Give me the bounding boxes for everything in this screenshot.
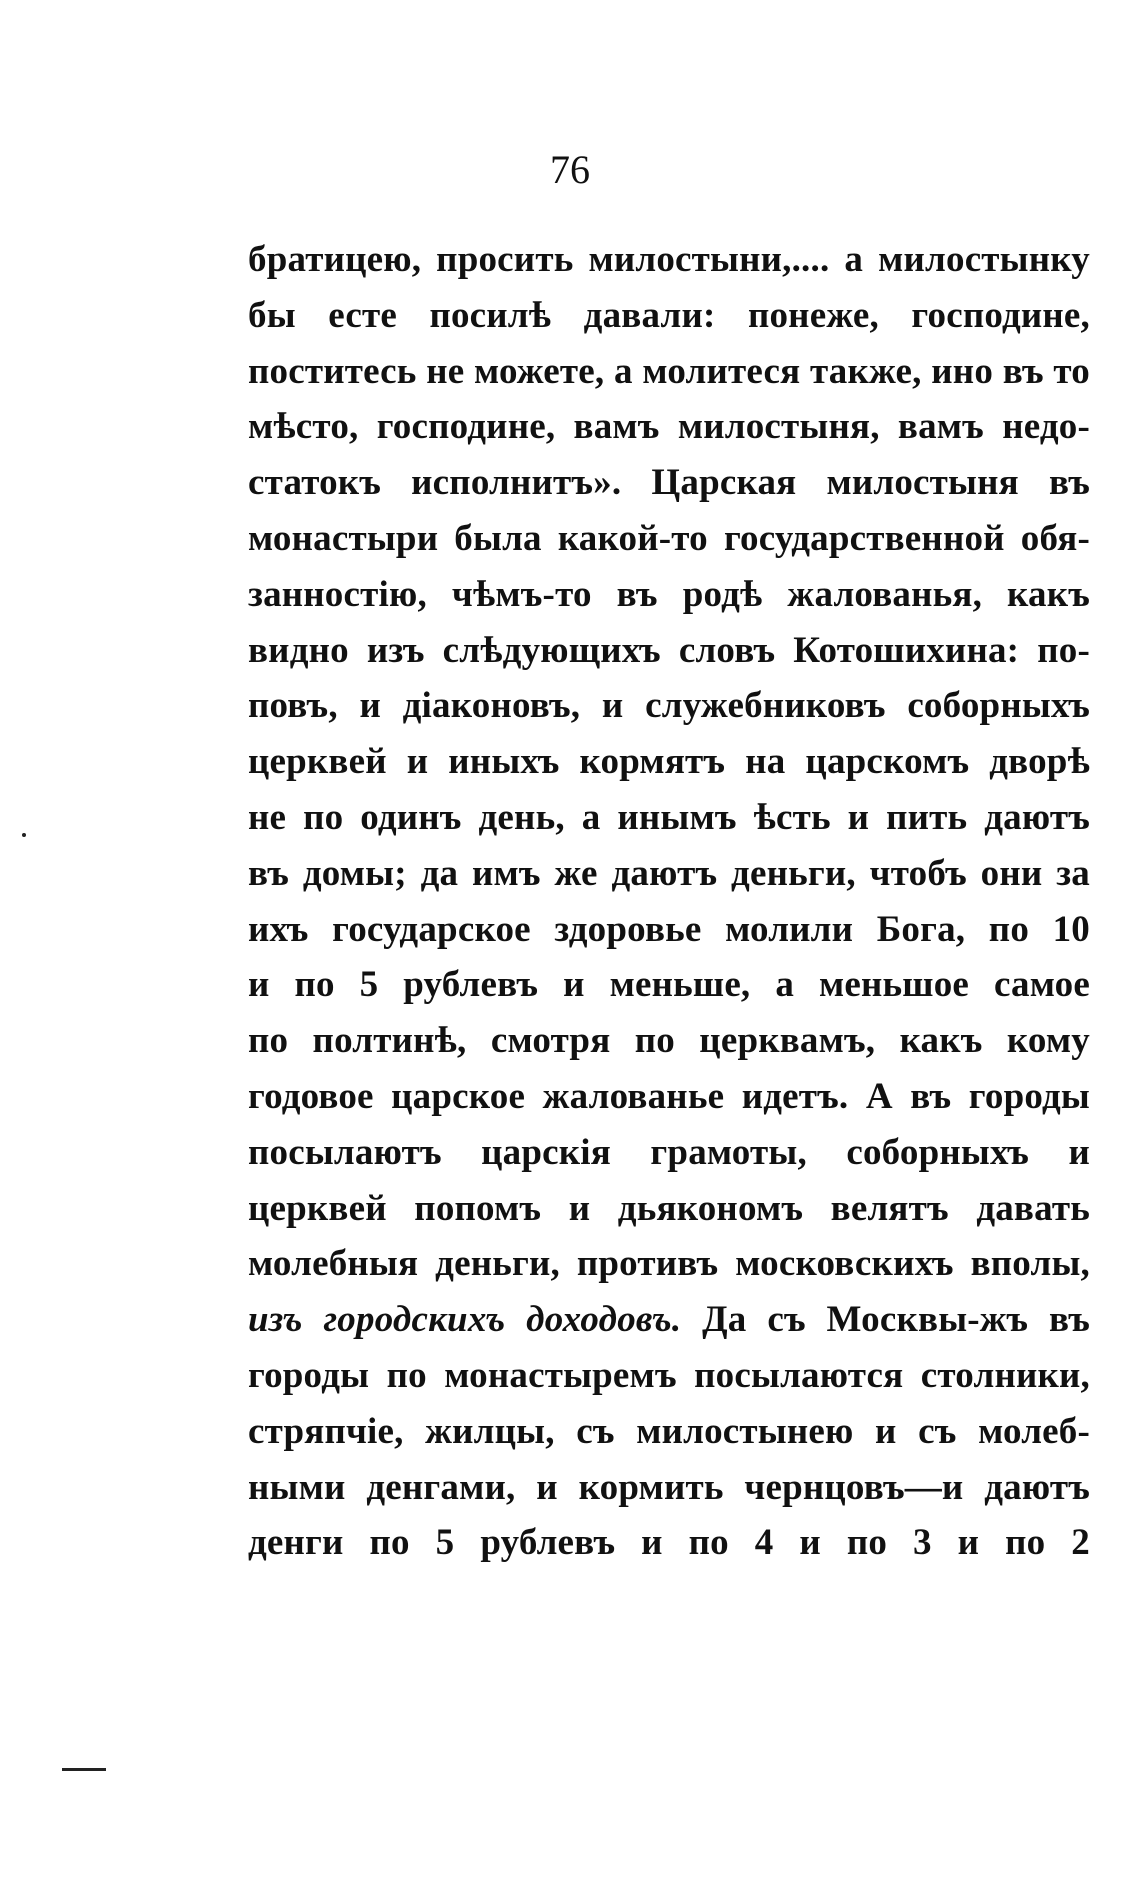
text-line: въ домы; да имъ же даютъ деньги, чтобъ они за xyxy=(248,852,1090,894)
text-line: бы есте посилѣ давали: понеже, господине, xyxy=(248,294,1090,336)
margin-dash xyxy=(62,1768,106,1771)
text-line: не по одинъ день, а инымъ ѣсть и пить даютъ xyxy=(248,796,1090,838)
italic-phrase: изъ городскихъ доходовъ. xyxy=(248,1299,682,1341)
page-number: 76 xyxy=(550,147,590,192)
margin-dot xyxy=(22,833,26,837)
text-line-mixed xyxy=(248,1292,1090,1348)
text-line: молебныя деньги, противъ московскихъ вполы, xyxy=(248,1243,1090,1285)
text-line: годовое царское жалованье идетъ. А въ городы xyxy=(248,1075,1090,1117)
text-line: городы по монастыремъ посылаются столники, xyxy=(248,1354,1090,1396)
text-line-rest: Да съ Москвы-жъ въ xyxy=(681,1299,1090,1341)
text-line: стряпчіе, жилцы, съ милостынею и съ молеб- xyxy=(248,1410,1090,1452)
text-line: ными денгами, и кормить чернцовъ—и даютъ xyxy=(248,1466,1090,1508)
text-line: мѣсто, господине, вамъ милостыня, вамъ недо- xyxy=(248,406,1090,448)
body-text xyxy=(248,232,1090,1571)
text-line: по полтинѣ, смотря по церквамъ, какъ кому xyxy=(248,1020,1090,1062)
text-line: ихъ государское здоровье молили Бога, по 10 xyxy=(248,908,1090,950)
text-line: церквей и иныхъ кормятъ на царскомъ дворѣ xyxy=(248,741,1090,783)
text-line: видно изъ слѣдующихъ словъ Котошихина: по- xyxy=(248,629,1090,671)
text-line: занностію, чѣмъ-то въ родѣ жалованья, какъ xyxy=(248,573,1090,615)
text-line: повъ, и діаконовъ, и служебниковъ соборныхъ xyxy=(248,685,1090,727)
text-line: братицею, просить милостыни,.... а милостынку xyxy=(248,239,1090,280)
text-line: церквей попомъ и дьякономъ велятъ давать xyxy=(248,1187,1090,1229)
text-line: поститесь не можете, а молитеся также, ино въ то xyxy=(248,350,1090,392)
text-line: денги по 5 рублевъ и по 4 и по 3 и по 2 xyxy=(248,1522,1090,1564)
text-line: и по 5 рублевъ и меньше, а меньшое самое xyxy=(248,964,1090,1006)
text-line: монастыри была какой-то государственной обя- xyxy=(248,517,1090,559)
text-line: статокъ исполнитъ». Царская милостыня въ xyxy=(248,462,1090,504)
text-line: посылаютъ царскія грамоты, соборныхъ и xyxy=(248,1131,1090,1173)
